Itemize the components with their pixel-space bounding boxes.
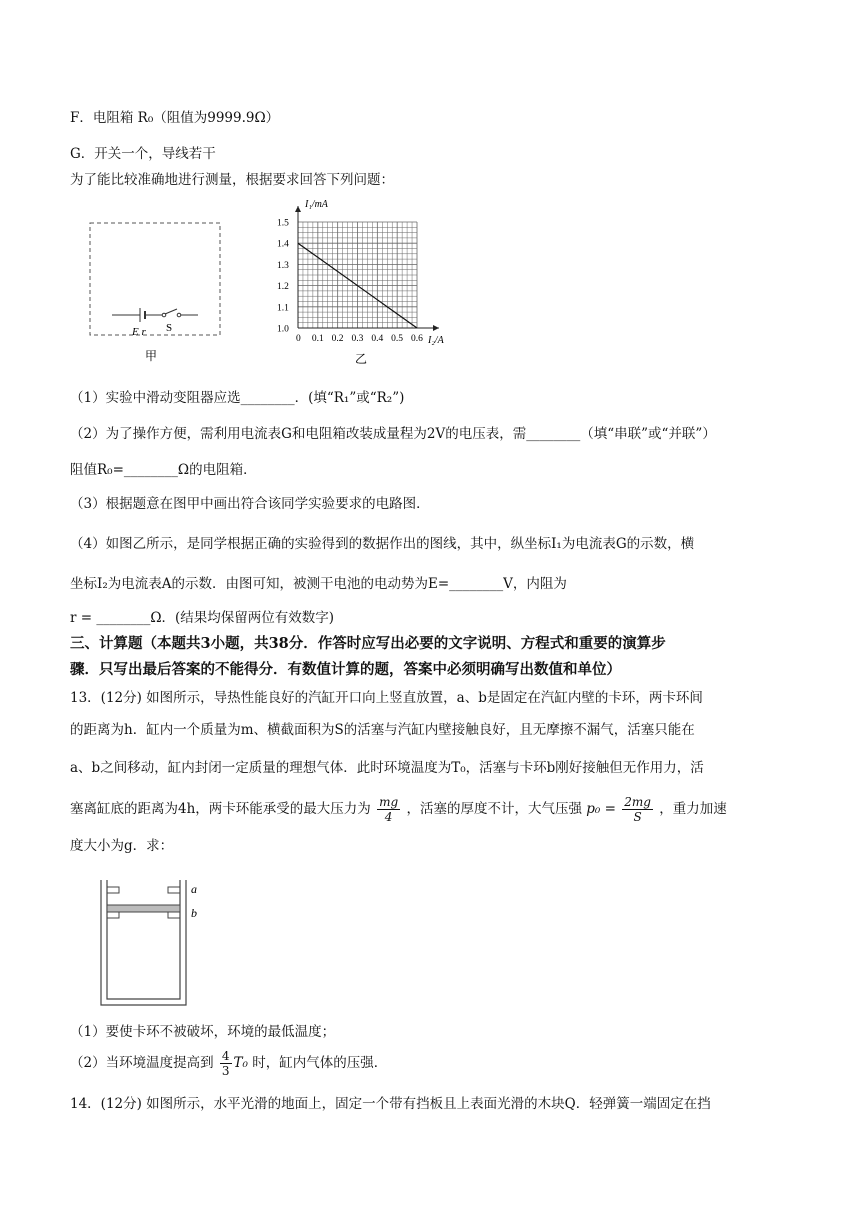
problem-13-line-d xyxy=(70,792,727,826)
p0-label: p₀ = xyxy=(586,801,616,817)
fraction-mg-4 xyxy=(377,795,400,824)
question-1: （1）实验中滑动变阻器应选________．(填“R₁”或“R₂”) xyxy=(70,390,405,406)
question-4c: r = ________Ω．(结果均保留两位有效数字) xyxy=(70,610,335,626)
question-2b: 阻值R₀=________Ω的电阻箱． xyxy=(70,462,257,478)
x-tick-label: 0.3 xyxy=(351,334,364,344)
figure-jia xyxy=(80,195,230,365)
intro-line: 为了能比较准确地进行测量，根据要求回答下列问题： xyxy=(70,172,394,188)
x-tick-label: 0.5 xyxy=(391,334,404,344)
y-tick-label: 1.0 xyxy=(277,324,289,335)
p13d-pre: 塞离缸底的距离为4h，两卡环能承受的最大压力为 xyxy=(70,801,371,817)
p13q2-pre: （2）当环境温度提高到 xyxy=(70,1055,214,1071)
frac3-num: 4 xyxy=(221,1049,230,1063)
question-4a: （4）如图乙所示，是同学根据正确的实验得到的数据作出的图线，其中，纵坐标I₁为电流表G的示数，横 xyxy=(70,536,695,552)
switch-label: S xyxy=(166,322,173,334)
question-4b: 坐标I₂为电流表A的示数．由图可知，被测干电池的电动势为E=________V，内阻为 xyxy=(70,576,567,592)
option-f: F．电阻箱 R₀（阻值为9999.9Ω） xyxy=(70,110,280,126)
y-axis-arrow xyxy=(295,206,301,212)
fraction-2mg-s xyxy=(622,795,653,824)
y-tick-label: 1.3 xyxy=(277,260,289,271)
option-g: G．开关一个，导线若干 xyxy=(70,146,216,162)
figure-jia-caption: 甲 xyxy=(145,349,158,363)
problem-13-question-1: （1）要使卡环不被破坏，环境的最低温度； xyxy=(70,1024,336,1040)
section-3-heading-a: 三、计算题（本题共3小题，共38分．作答时应写出必要的文字说明、方程式和重要的演算步 xyxy=(70,635,666,652)
y-tick-label: 1.4 xyxy=(277,239,289,250)
x-axis-arrow xyxy=(433,325,439,331)
x-tick-label: 0.1 xyxy=(311,334,324,344)
frac2-num: 2mg xyxy=(624,795,651,809)
problem-14-line: 14．(12分) 如图所示，水平光滑的地面上，固定一个带有挡板且上表面光滑的木块Q．轻弹簧一端固定在挡 xyxy=(70,1096,711,1112)
label-a: a xyxy=(191,882,197,896)
problem-13-line-b: 的距离为h．缸内一个质量为m、横截面积为S的活塞与汽缸内壁接触良好，且无摩擦不漏气，活塞只能在 xyxy=(70,722,695,738)
label-b: b xyxy=(191,906,197,920)
question-2a: （2）为了操作方便，需利用电流表G和电阻箱改装成量程为2V的电压表，需________（填“串联”或“并联”） xyxy=(70,426,716,442)
x-tick-label: 0.4 xyxy=(371,334,384,344)
y-tick-label: 1.5 xyxy=(277,218,289,229)
x-tick-label: 0 xyxy=(296,334,301,344)
y-tick-label: 1.2 xyxy=(277,282,289,293)
question-3: （3）根据题意在图甲中画出符合该同学实验要求的电路图． xyxy=(70,496,430,512)
y-axis-label: I₁/mA xyxy=(305,199,328,210)
y-tick-label: 1.1 xyxy=(277,303,289,314)
problem-13-line-a: 13．(12分) 如图所示，导热性能良好的汽缸开口向上竖直放置，a、b是固定在汽缸内壁的卡环，两卡环间 xyxy=(70,690,703,706)
frac3-den: 3 xyxy=(221,1064,230,1078)
figure-yi-chart xyxy=(265,195,475,370)
p13d-mid: ，活塞的厚度不计，大气压强 xyxy=(406,801,582,817)
x-axis-label: I₂/A xyxy=(428,335,444,346)
problem-13-line-e: 度大小为g．求： xyxy=(70,838,174,854)
frac1-den: 4 xyxy=(384,810,393,824)
battery-label: E r xyxy=(132,326,146,338)
figure-yi-caption: 乙 xyxy=(355,352,368,366)
frac1-num: mg xyxy=(379,795,399,809)
x-tick-label: 0.2 xyxy=(331,334,344,344)
p13q2-post: 时，缸内气体的压强． xyxy=(252,1055,388,1071)
x-tick-label: 0.6 xyxy=(411,334,423,344)
frac3-tail: T₀ xyxy=(233,1055,248,1071)
p13d-post: ，重力加速 xyxy=(659,801,727,817)
section-3-heading-b: 骤．只写出最后答案的不能得分．有数值计算的题，答案中必须明确写出数值和单位） xyxy=(70,661,621,678)
frac2-den: S xyxy=(633,810,642,824)
fraction-4-3 xyxy=(220,1049,232,1078)
problem-13-question-2 xyxy=(70,1046,387,1080)
problem-13-line-c: a、b之间移动，缸内封闭一定质量的理想气体．此时环境温度为T₀，活塞与卡环b刚好接触但无作用力，活 xyxy=(70,760,704,776)
figure-cylinder xyxy=(95,875,215,1015)
